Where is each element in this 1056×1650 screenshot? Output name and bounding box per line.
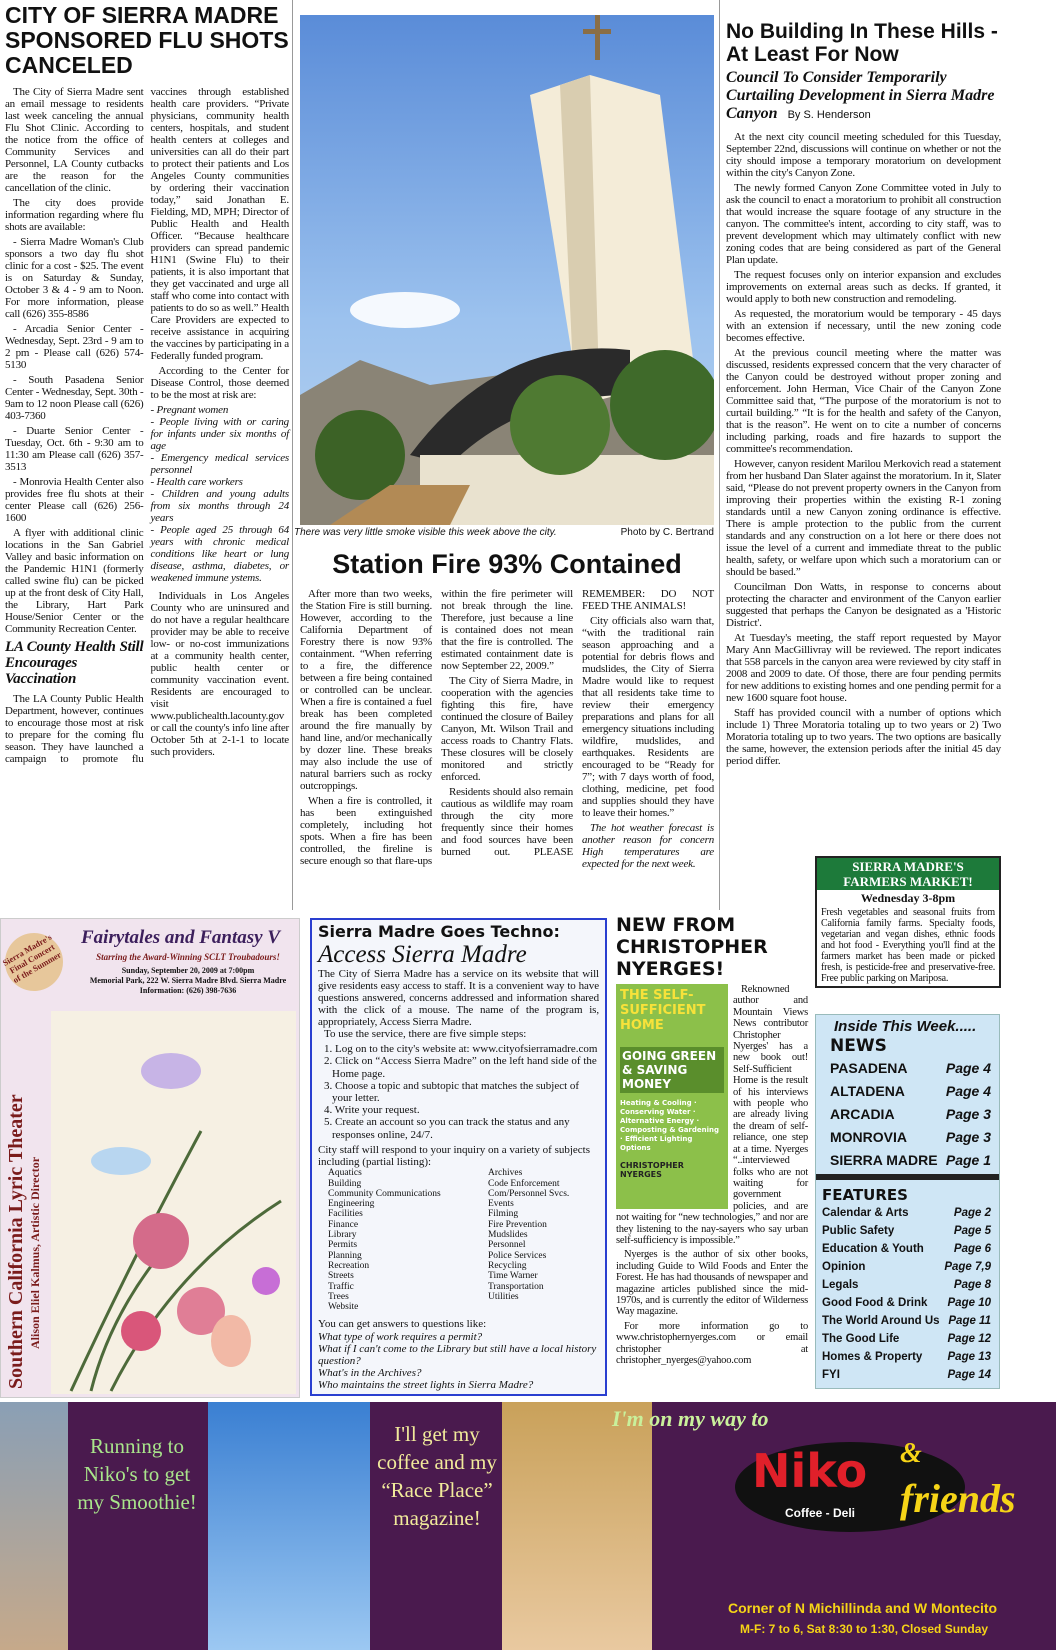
- index-section: Opinion: [822, 1261, 866, 1273]
- subject-item: Finance: [328, 1219, 359, 1230]
- hills-paragraph: As requested, the moratorium would be temporary - 45 days with an extension if necessary, until the new zoning code becomes effective.: [726, 308, 1001, 344]
- index-section: Legals: [822, 1279, 859, 1291]
- flu-article: [5, 3, 289, 765]
- fire-paragraph: Residents should also remain cautious as wildlife may roam through the city more frequently since their homes and food sources have been burned out. PLEASE REMEMBER: DO NOT FEED THE ANIMALS!: [441, 588, 714, 858]
- risk-item: - Health care workers: [150, 476, 243, 488]
- index-page: Page 6: [953, 1243, 991, 1255]
- subject-item: Building: [328, 1178, 362, 1189]
- nikos-ad: [0, 1402, 1056, 1650]
- hills-subtitle: Council To Consider Temporarily Curtailing Development in Sierra Madre Canyon: [726, 69, 995, 122]
- access-questions-intro: You can get answers to questions like:: [318, 1318, 487, 1331]
- flu-paragraph: - South Pasadena Senior Center - Wednesday, Sept. 30th - 9am to 12 noon Please call (626) 403-7360: [5, 374, 144, 422]
- subject-item: Utilities: [488, 1291, 519, 1302]
- index-section: MONROVIA: [830, 1129, 907, 1145]
- index-section: FYI: [822, 1369, 840, 1381]
- index-row[interactable]: [830, 1126, 991, 1149]
- church-photo: [300, 15, 714, 525]
- subject-item: Transportation: [488, 1281, 544, 1292]
- index-page: Page 7,9: [944, 1261, 991, 1273]
- subject-item: Traffic: [328, 1281, 354, 1292]
- farmers-market-text: Fresh vegetables and seasonal fruits from California family farms. Specialty foods, vegetarian and vegan dishes, ethnic foods and hot food - Everything you'll find at the farmers market has been made or picked fresh, is pesticide-free and preservative-free. Free public parking on Mariposa.: [821, 907, 995, 984]
- nyerges-paragraph: Nyerges is the author of six other books, including Guide to Wild Foods and Enter the Forest. He has had thousands of newspaper and magazine articles published since the mid-1970s, and is currently the editor of Wilderness Way magazine.: [616, 1249, 808, 1318]
- index-row[interactable]: [822, 1294, 991, 1312]
- risk-item: - Pregnant women: [150, 404, 229, 416]
- ad-right-top: I'm on my way to: [612, 1406, 769, 1431]
- concert-badge: Sierra Madre's Final Concert of the Summer: [0, 922, 74, 1001]
- fire-paragraph: After more than two weeks, the Station Fire is still burning. However, according to the California Department of Forestry there is now 93% containment. “When referring to a fire, the difference between a fire being contained or controlled can be unclear. When a fire is contained a fuel break has been completed around the fire manually by hand line, and/or mechanically by dozer line. These breaks may also include the use of natural barriers such as rocky outcroppings.: [300, 588, 432, 792]
- ad-middle-text: I'll get my coffee and my “Race Place” magazine!: [377, 1422, 497, 1530]
- church-photo-image: [300, 15, 714, 525]
- hills-paragraph: The newly formed Canyon Zone Committee voted in July to ask the council to enact a moratorium to prohibit all construction that would increase the square footage of any structure in the canyon. The committee's intent, according to city staff, was to prevent development which may ultimately conflict with new zoning codes that are being considered as part of the General Plan update.: [726, 182, 1001, 266]
- farmers-market-title: SIERRA MADRE'S FARMERS MARKET!: [817, 858, 999, 890]
- index-page: Page 8: [953, 1279, 991, 1291]
- fairytales-ad: [0, 918, 300, 1398]
- hills-paragraph: At the next city council meeting scheduled for this Tuesday, September 22nd, discussions will continue on whether or not the city should impose a temporary moratorium on development within the city's Canyon Zone.: [726, 131, 1001, 179]
- hills-paragraph: Councilman Don Watts, in response to concerns about protecting the character and environment of the Canyon earlier suggested that perhaps the Canyon be designated as a 'Historic District'.: [726, 581, 1001, 629]
- index-section: Homes & Property: [822, 1351, 923, 1363]
- access-step: 5. Create an account so you can track the status and any responses online, 24/7.: [324, 1116, 570, 1141]
- logo-friends: friends: [900, 1476, 1016, 1521]
- index-section: ARCADIA: [830, 1106, 895, 1122]
- index-page: Page 5: [953, 1225, 991, 1237]
- hills-byline: By S. Henderson: [787, 109, 871, 121]
- access-question: Who maintains the street lights in Sierra Madre?: [318, 1379, 534, 1392]
- risk-item: - People living with or caring for infants under six months of age: [150, 416, 289, 452]
- access-step: 3. Choose a topic and subtopic that matches the subject of your letter.: [324, 1079, 580, 1105]
- index-section: Education & Youth: [822, 1243, 924, 1255]
- fire-headline: Station Fire 93% Contained: [332, 549, 682, 579]
- ad-left-text: Running to Niko's to get my Smoothie!: [77, 1434, 197, 1514]
- subject-item: Police Services: [488, 1250, 547, 1261]
- book-topics: Heating & Cooling · Conserving Water · Alternative Energy · Composting & Gardening · Efficient Lighting Options: [620, 1099, 720, 1152]
- access-step: 1. Log on to the city's website at: www.cityofsierramadre.com: [324, 1043, 598, 1056]
- cyclist-photo: [208, 1402, 370, 1650]
- subject-item: Engineering: [328, 1199, 375, 1210]
- runner-photo: [0, 1402, 68, 1650]
- index-page: Page 11: [948, 1315, 991, 1327]
- fire-closing: The hot weather forecast is another reason for concern High temperatures are expected for the next week.: [582, 822, 714, 870]
- ad-address: Corner of N Michillinda and W Montecito: [728, 1600, 998, 1616]
- index-row[interactable]: [830, 1149, 991, 1172]
- fairy-title: Fairytales and Fantasy V: [81, 927, 280, 948]
- access-intro: The City of Sierra Madre has a service on its website that will give residents easy access to staff. It is a convenient way to have questions answered, concerns addressed and information shared with the click of a mouse. The name of the program is, appropriately, Access Sierra Madre.: [318, 968, 599, 1028]
- hills-article: [726, 20, 1001, 770]
- subject-item: Aquatics: [328, 1168, 362, 1179]
- logo-amp: &: [900, 1438, 922, 1469]
- hills-paragraph: However, canyon resident Marilou Merkovich read a statement from her husband Dan Slater against the moratorium. In it, Slater said, “Please do not prevent property owners in the Canyon from improving their properties within the existing R-1 zoning standards until a new Canyon zoning ordinance is effective. There is ample protection to the public from the current standards and any construction on a lot here or there does not issue the level of a current and immediate threat to the public health, safety, or welfare upon which such a moratorium can or should be based.”: [726, 458, 1001, 578]
- index-news-label: NEWS: [830, 1036, 887, 1056]
- fairy-illustration: [51, 1011, 296, 1394]
- risk-item: - Emergency medical services personnel: [150, 452, 289, 476]
- access-steps-intro: To use the service, there are five simple steps:: [324, 1028, 527, 1040]
- photo-credit: Photo by C. Bertrand: [620, 527, 714, 538]
- woman-photo: [502, 1402, 652, 1650]
- access-title: Access Sierra Madre: [318, 941, 527, 968]
- subject-item: Recycling: [488, 1260, 527, 1271]
- index-page: Page 1: [945, 1152, 991, 1168]
- flu-paragraph: According to the Center for Disease Control, those deemed to be the most at risk are:: [150, 365, 289, 401]
- subject-item: Community Communications: [328, 1188, 441, 1199]
- fire-article: [300, 548, 714, 870]
- hills-paragraph: Staff has provided council with a number of options which include 1) Three Moratoria totaling up to two years or 2) Two Moratoria totaling up to two years. The two options are basically the same, however, the extension periods after the initial 45 day period differ.: [726, 707, 1001, 767]
- index-row[interactable]: [822, 1258, 991, 1276]
- fairy-subtitle: Starring the Award-Winning SCLT Troubadours!: [96, 952, 280, 962]
- flu-subhead: LA County Health Still Encourages Vaccination: [5, 639, 144, 687]
- logo-niko: Niko: [752, 1444, 868, 1498]
- index-row[interactable]: [822, 1312, 991, 1330]
- access-subjects-intro: City staff will respond to your inquiry on a variety of subjects including (partial listing):: [318, 1143, 591, 1169]
- flu-paragraph: - Monrovia Health Center also provides free flu shots at their center Please call (626) 256-1600: [5, 476, 144, 524]
- subject-item: Events: [488, 1199, 514, 1210]
- index-page: Page 10: [947, 1297, 991, 1309]
- access-sierra-madre-box: [310, 918, 607, 1396]
- index-page: Page 12: [947, 1333, 991, 1345]
- index-row[interactable]: [822, 1204, 991, 1222]
- book-title: THE SELF-SUFFICIENT HOME: [620, 988, 706, 1033]
- photo-caption: There was very little smoke visible this week above the city.: [294, 527, 557, 538]
- hills-paragraph: The request focuses only on interior expansion and excludes improvements on external areas such as decks. If granted, it would apply to both new construction and remodeling.: [726, 269, 1001, 305]
- access-step: 4. Write your request.: [324, 1104, 420, 1117]
- fire-paragraph: City officials also warn that, “with the traditional rain season approaching and a potential for debris flows and mudslides, the City of Sierra Madre would like to request that all residents take time to review their emergency preparations and plans for all emergency situations including wildfire, mudslides, and earthquakes. Residents are encouraged to be “Ready for 7”; with 7 days worth of food, clothing, medicine, pet food and supplies should they have to leave their homes.”: [582, 615, 714, 819]
- fairy-info: Information: (626) 398-7636: [139, 986, 237, 995]
- nyerges-headline: NEW FROM CHRISTOPHER NYERGES!: [616, 914, 768, 980]
- index-row[interactable]: [822, 1222, 991, 1240]
- flu-paragraph: - Sierra Madre Woman's Club sponsors a two day flu shot clinic for a cost - $25. The event is on Saturday & Sunday, October 3 & 4 - 9 am to Noon. For more information, please call (626) 355-8586: [5, 236, 144, 320]
- fire-paragraph: When a fire is controlled, it has been extinguished completely, including hot spots. When a fire has been controlled, the fireline is secure enough so that flare-ups within the fire perimeter will not break through the line. Therefore, just because a line is contained does not mean that the fire is controlled. The estimated containment date is now September 22, 2009.”: [300, 588, 573, 867]
- index-row[interactable]: [822, 1366, 991, 1384]
- index-page: Page 14: [947, 1369, 991, 1381]
- subject-item: Fire Prevention: [488, 1219, 547, 1230]
- index-row[interactable]: [822, 1330, 991, 1348]
- index-row[interactable]: [830, 1057, 991, 1080]
- index-section: Good Food & Drink: [822, 1297, 928, 1309]
- ad-hours: M-F: 7 to 6, Sat 8:30 to 1:30, Closed Sunday: [740, 1622, 989, 1636]
- book-author: CHRISTOPHER NYERGES: [620, 1161, 684, 1179]
- index-row[interactable]: [822, 1348, 991, 1366]
- fire-body: [300, 588, 714, 870]
- flu-paragraph: The city does provide information regarding where flu shots are available:: [5, 197, 144, 233]
- farmers-market-box: [815, 856, 1001, 988]
- logo-tagline: Coffee - Deli: [785, 1506, 856, 1520]
- subject-item: Code Enforcement: [488, 1178, 560, 1189]
- index-row[interactable]: [822, 1276, 991, 1294]
- access-question: What if I can't come to the Library but still have a local history question?: [318, 1342, 597, 1367]
- fairy-side-title: Southern California Lyric Theater: [5, 1094, 27, 1389]
- index-title: Inside This Week.....: [834, 1018, 977, 1035]
- subject-item: Recreation: [328, 1260, 370, 1271]
- index-page: Page 3: [945, 1129, 991, 1145]
- book-subtitle: GOING GREEN & SAVING MONEY: [620, 1047, 724, 1093]
- index-page: Page 4: [945, 1060, 991, 1076]
- flu-headline: CITY OF SIERRA MADRE SPONSORED FLU SHOTS CANCELED: [5, 2, 289, 78]
- risk-item: - Children and young adults from six months through 24 years: [150, 488, 289, 524]
- hills-paragraph: At the previous council meeting where the matter was discussed, residents expressed concern that the very character of the Canyon could be destroyed without proper zoning and enforcement. John Herman, Vice Chair of the Canyon Zone Committee said that, “The purpose of the moratorium is not to curtail building.” “It is for the health and safety of the Canyon, that is the reason”. He went on to cite a number of concerns including parking, roads and fire hazards to support the committee's recommendation.: [726, 347, 1001, 455]
- subject-item: Trees: [328, 1291, 349, 1302]
- subject-item: Archives: [488, 1168, 523, 1179]
- hills-headline: No Building In These Hills - At Least For Now: [726, 20, 998, 66]
- subject-item: Streets: [328, 1271, 354, 1282]
- index-row[interactable]: [822, 1240, 991, 1258]
- flu-paragraph: A flyer with additional clinic locations in the San Gabriel Valley and basic information on the Pandemic H1N1 (formerly called swine flu) can be picked up at the front desk of City Hall, the Library, Hart Park House/Senior Center or the Community Recreation Center.: [5, 527, 144, 635]
- index-row[interactable]: [830, 1080, 991, 1103]
- flu-paragraph: The City of Sierra Madre sent an email message to residents last week canceling the annual Flu Shot Clinic. According to the notice from the office of Community Services and Personnel, LA County cutbacks are the reason for the cancellation of the clinic.: [5, 86, 144, 194]
- subject-item: Personnel: [488, 1240, 526, 1251]
- fire-paragraph: The City of Sierra Madre, in cooperation with the agencies fighting this fire, have continued the closure of Bailey Canyon, Mt. Wilson Trail and access roads to Chantry Flats. These closures will be closely monitored and strictly enforced.: [441, 675, 573, 783]
- access-kicker: Sierra Madre Goes Techno:: [318, 922, 560, 941]
- index-page: Page 2: [953, 1207, 991, 1219]
- subject-item: Time Warner: [488, 1271, 538, 1282]
- index-section: The World Around Us: [822, 1315, 940, 1327]
- access-steps: [318, 1043, 599, 1141]
- inside-this-week: [815, 1014, 1000, 1389]
- index-section: The Good Life: [822, 1333, 900, 1345]
- risk-list: [151, 404, 290, 584]
- farmers-market-time: Wednesday 3-8pm: [860, 891, 956, 905]
- book-cover: [616, 984, 728, 1209]
- risk-item: - People aged 25 through 64 years with chronic medical conditions like heart or lung disease, asthma, diabetes, or weakened immune ystems.: [150, 524, 289, 584]
- flu-paragraph: - Arcadia Senior Center - Wednesday, Sept. 23rd - 9 am to 2 pm - Please call (626) 574-5130: [5, 323, 144, 371]
- subject-item: Mudslides: [488, 1230, 528, 1241]
- subject-item: Permits: [328, 1240, 358, 1251]
- nyerges-paragraph: For more information go to www.christophernyerges.com or email christopher at christopher_nyerges@yahoo.com: [616, 1320, 808, 1366]
- nyerges-article: [616, 914, 808, 1369]
- flu-paragraph: The LA County Public Health Department, however, continues to encourage those most at risk to prepare for the coming flu season. They have launched a campaign to promote flu vaccines through established health care providers. “Private physicians, community health centers, hospitals, and student health centers at colleges and universities can all do their part to protect their patients and Los Angeles County communities by ordering their vaccination today,” said Jonathan E. Fielding, MD, MPH; Director of Public Health and Health Officer. “Because healthcare providers can spread pandemic H1N1 (Swine Flu) to their patients, it is also important that they get vaccinated and urge all staff who come into contact with patients to do so as well.” Health Care Providers are expected to receive assistance in acquiring the vaccines by participating in a Federally funded program.: [5, 86, 289, 765]
- index-page: Page 4: [945, 1083, 991, 1099]
- fairy-date: Sunday, September 20, 2009 at 7:00pm: [121, 966, 255, 975]
- index-section: SIERRA MADRE: [830, 1152, 938, 1168]
- subject-item: Website: [328, 1302, 359, 1313]
- index-row[interactable]: [830, 1103, 991, 1126]
- flu-paragraph: - Duarte Senior Center - Tuesday, Oct. 6th - 9:30 am to 11:30 am Please call (626) 357-3513: [5, 425, 144, 473]
- index-features-label: FEATURES: [822, 1186, 908, 1204]
- access-question: What type of work requires a permit?: [318, 1330, 483, 1343]
- subject-item: Planning: [328, 1250, 362, 1261]
- subject-item: Filming: [488, 1209, 519, 1220]
- index-page: Page 13: [947, 1351, 991, 1363]
- fairy-side-director: Alison Eliel Kalmus, Artistic Director: [28, 1156, 42, 1349]
- fairy-place: Memorial Park, 222 W. Sierra Madre Blvd. Sierra Madre: [89, 976, 287, 985]
- flu-body: [5, 86, 289, 765]
- hills-body: [726, 131, 1001, 767]
- subject-item: Facilities: [328, 1209, 363, 1220]
- nyerges-paragraph: Reknowned author and Mountain Views News contributor Christopher Nyerges' has a new book out! Self-Sufficient Home is the result of his interviews with people who are already living the dream of self-reliance, one step at a time. Nyerges “..interviewed folks who are not waiting for government policies, and are not waiting for “new technologies,” and nor are they listening to the nay-sayers who say urban self-sufficiency is impossible.”: [616, 984, 808, 1246]
- flu-paragraph: Individuals in Los Angeles County who are uninsured and do not have a regular healthcare provider may be able to receive low- or no-cost immunizations at a community health center, public health center or community vaccination event. Residents are encouraged to visit www.publichealth.lacounty.gov or call the county's info line after October 5th at 2-1-1 to locate such providers.: [150, 590, 289, 758]
- hills-paragraph: At Tuesday's meeting, the staff report requested by Mayor Mary Ann MacGillivray will be reviewed. The report indicates that 558 parcels in the canyon area were reviewed by city staff in 2008 and 2009 to date. Of those, there are four pending permits for new additions to existing homes and one pending permit for a new 1600 square foot house.: [726, 632, 1001, 704]
- access-step: 2. Click on “Access Sierra Madre” on the left hand side of the Home page.: [324, 1055, 597, 1080]
- index-page: Page 3: [945, 1106, 991, 1122]
- access-question: What's in the Archives?: [318, 1367, 422, 1380]
- index-section: Public Safety: [822, 1225, 895, 1237]
- index-section: ALTADENA: [830, 1083, 905, 1099]
- subject-item: Com/Personnel Svcs.: [488, 1188, 570, 1199]
- subject-item: Library: [328, 1230, 357, 1241]
- index-section: Calendar & Arts: [822, 1207, 909, 1219]
- index-section: PASADENA: [830, 1060, 908, 1076]
